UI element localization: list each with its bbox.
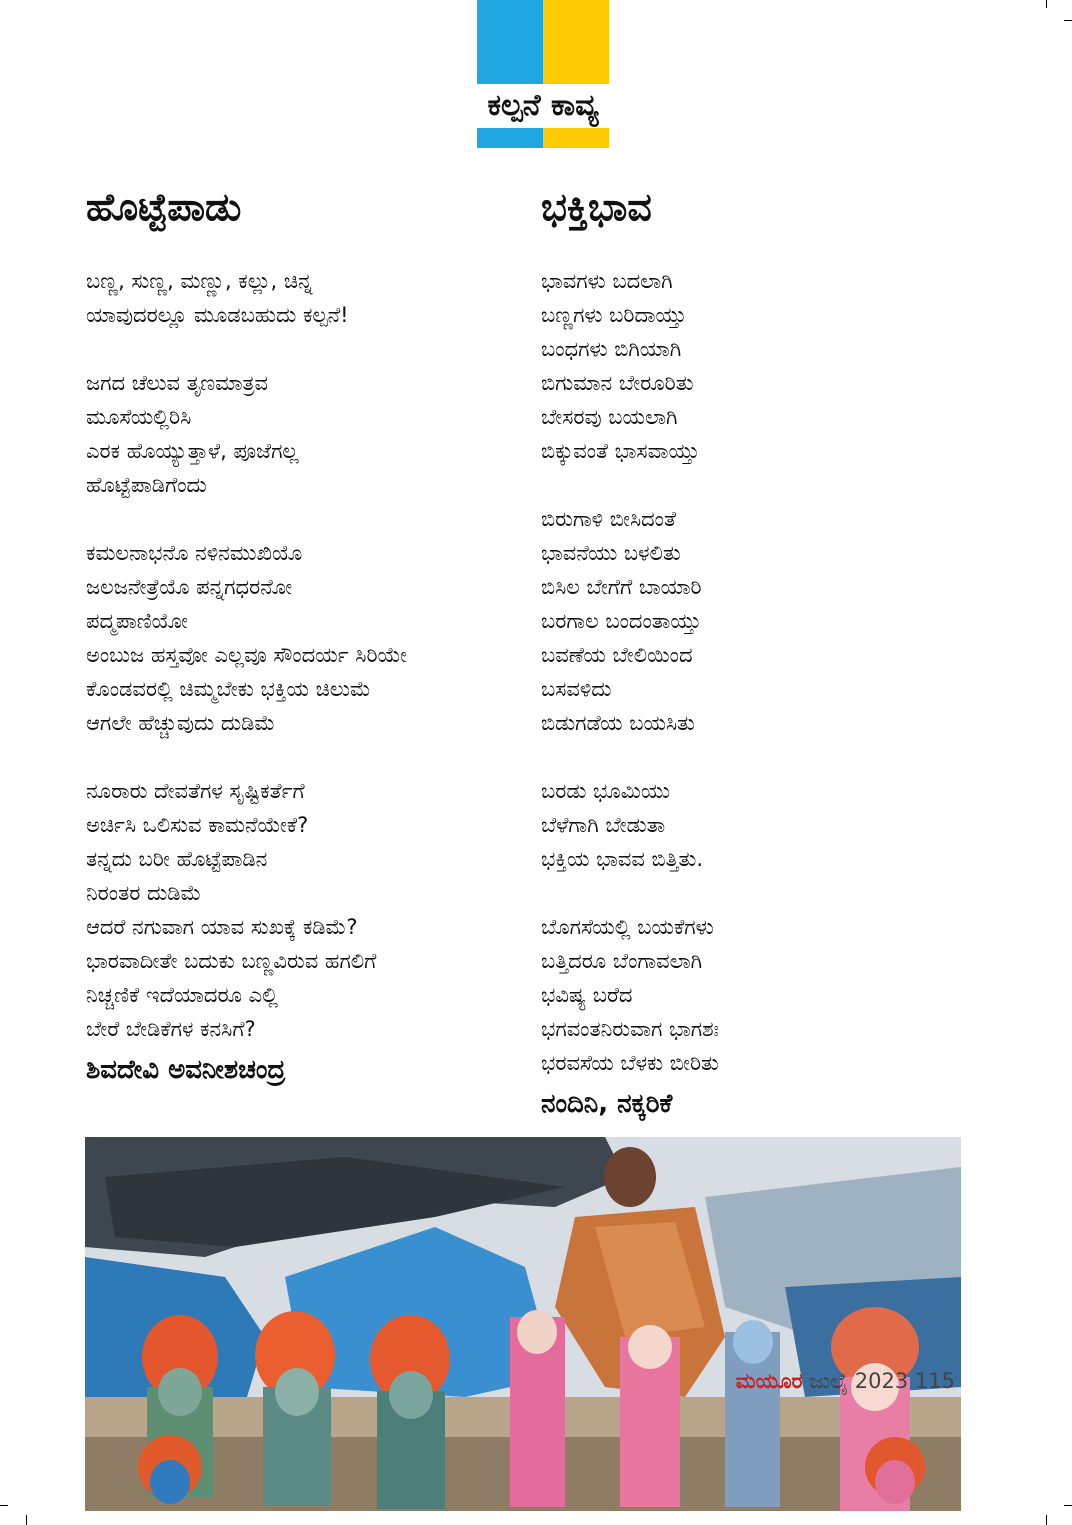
poem-line: ತನ್ನದು ಬರೀ ಹೊಟ್ಟೆಪಾಡಿನ (86, 847, 268, 871)
photo-illustration (85, 1137, 961, 1511)
poem-line: ಬತ್ತಿದರೂ ಬೆಂಗಾವಲಾಗಿ (541, 949, 703, 973)
poem-line: ಬಿರುಗಾಳಿ ಬೀಸಿದಂತೆ (541, 507, 676, 531)
poem-line: ಕೊಂಡವರಲ್ಲಿ ಚಿಮ್ಮಬೇಕು ಭಕ್ತಿಯ ಚಿಲುಮೆ (86, 677, 371, 701)
poem-line: ಬೇಸರವು ಬಯಲಾಗಿ (541, 405, 678, 429)
stanza (541, 502, 971, 740)
poem-line: ಬಂಧಗಳು ಬಿಗಿಯಾಗಿ (541, 337, 682, 361)
poem-line: ಭವಿಷ್ಯ ಬರೆದ (541, 983, 633, 1007)
poem-line: ಜಗದ ಚೆಲುವ ತೃಣಮಾತ್ರವ (86, 371, 269, 395)
poem-line: ಅರ್ಚಿಸಿ ಒಲಿಸುವ ಕಾಮನೆಯೇಕೆ? (86, 813, 309, 837)
stanza (86, 366, 516, 502)
poem-line: ಬರಗಾಲ ಬಂದಂತಾಯ್ತು (541, 609, 702, 633)
poem-title: ಹೊಟ್ಟೆಪಾಡು (86, 185, 242, 229)
poem-line: ಭಾವನೆಯು ಬಳಲಿತು (541, 541, 681, 565)
poem-line: ಬಸವಳಿದು (541, 677, 612, 701)
poem-line: ಭಾರವಾದೀತೇ ಬದುಕು ಬಣ್ಣವಿರುವ ಹಗಲಿಗೆ (86, 949, 377, 973)
poem-line: ಮೂಸೆಯಲ್ಲಿರಿಸಿ (86, 405, 192, 429)
section-logo (477, 0, 609, 150)
poem-line: ಬೆಳೆಗಾಗಿ ಬೇಡುತಾ (541, 813, 666, 837)
crop-mark-bottom-left (26, 1515, 27, 1525)
poem-title: ಭಕ್ತಿಭಾವ (541, 185, 652, 229)
stanza (541, 774, 971, 876)
poem-line: ಬಣ್ಣ, ಸುಣ್ಣ, ಮಣ್ಣು, ಕಲ್ಲು, ಚಿನ್ನ (86, 269, 313, 293)
poem-line: ನೂರಾರು ದೇವತೆಗಳ ಸೃಷ್ಟಿಕರ್ತೆಗೆ (86, 779, 305, 803)
page-number: 115 (914, 1369, 955, 1393)
poem-author: ನಂದಿನಿ, ನಕ್ಕರಿಕೆ (541, 1089, 673, 1119)
logo-blue-block (477, 0, 543, 90)
poem-line: ಯಾವುದರಲ್ಲೂ ಮೂಡಬಹುದು ಕಲ್ಪನೆ! (86, 303, 349, 327)
logo-blue-foot (477, 128, 543, 148)
poem-line: ಆಗಲೇ ಹೆಚ್ಚುವುದು ದುಡಿಮೆ (86, 711, 276, 735)
crop-mark-right-top (1064, 20, 1072, 21)
poem-line: ಬರಡು ಭೂಮಿಯು (541, 779, 671, 803)
poem-line: ನಿರಂತರ ದುಡಿಮೆ (86, 881, 202, 905)
page-footer (736, 1369, 955, 1394)
poem-line: ಕಮಲನಾಭನೊ ನಳಿನಮುಖಿಯೊ (86, 541, 303, 565)
poem-right (541, 178, 971, 1124)
stanza (86, 536, 516, 740)
poem-line: ಬಣ್ಣಗಳು ಬರಿದಾಯ್ತು (541, 303, 687, 327)
poem-line: ನಿಚ್ಚಣಿಕೆ ಇದೆಯಾದರೂ ಎಲ್ಲಿ (86, 983, 278, 1007)
poem-line: ಭಾವಗಳು ಬದಲಾಗಿ (541, 269, 673, 293)
poem-line: ಆದರೆ ನಗುವಾಗ ಯಾವ ಸುಖಕ್ಕೆ ಕಡಿಮೆ? (86, 915, 358, 939)
logo-yellow-foot (543, 128, 609, 148)
stanza (86, 774, 516, 1046)
stanza (86, 264, 516, 332)
poem-line: ಬಿಗುಮಾನ ಬೇರೂರಿತು (541, 371, 694, 395)
poem-line: ಎರಕ ಹೊಯ್ಯುತ್ತಾಳೆ, ಪೂಜೆಗಲ್ಲ (86, 439, 299, 463)
poem-line: ಪದ್ಮಪಾಣಿಯೋ (86, 609, 188, 633)
poem-line: ಹೊಟ್ಟೆಪಾಡಿಗೆಂದು (86, 473, 207, 497)
crop-mark-right-bottom (1064, 1505, 1072, 1506)
artisan-idols-photo (85, 1137, 961, 1511)
poem-line: ಭಗವಂತನಿರುವಾಗ ಭಾಗಶಃ (541, 1017, 719, 1041)
poem-line: ಬಿಕ್ಕುವಂತೆ ಭಾಸವಾಯ್ತು (541, 439, 700, 463)
poem-line: ಬವಣೆಯ ಬೇಲಿಯಿಂದ (541, 643, 693, 667)
magazine-brand: ಮಯೂರ (735, 1369, 803, 1393)
poem-line: ಬೊಗಸೆಯಲ್ಲಿ ಬಯಕೆಗಳು (541, 915, 714, 939)
poem-line: ಅಂಬುಜ ಹಸ್ತವೋ ಎಲ್ಲವೂ ಸೌಂದರ್ಯ ಸಿರಿಯೇ (86, 643, 407, 667)
section-title: ಕಲ್ಪನೆ ಕಾವ್ಯ (487, 88, 599, 123)
crop-mark-top-right (1046, 0, 1047, 8)
stanza (541, 910, 971, 1080)
poem-line: ಜಲಜನೇತ್ರೆಯೊ ಪನ್ನಗಧರನೋ (86, 575, 293, 599)
issue-date: ಜುಲೈ 2023 (809, 1369, 909, 1393)
poem-line: ಬೇರೆ ಬೇಡಿಕೆಗಳ ಕನಸಿಗೆ? (86, 1017, 256, 1041)
crop-mark-left-bottom (0, 1505, 8, 1506)
stanza (541, 264, 971, 468)
logo-yellow-block (543, 0, 609, 90)
crop-mark-bottom-right (1046, 1515, 1047, 1525)
poem-line: ಬಿಡುಗಡೆಯ ಬಯಸಿತು (541, 711, 695, 735)
poem-line: ಭರವಸೆಯ ಬೆಳಕು ಬೀರಿತು (541, 1051, 719, 1075)
poem-line: ಬಿಸಿಲ ಬೇಗೆಗೆ ಬಾಯಾರಿ (541, 575, 702, 599)
poem-author: ಶಿವದೇವಿ ಅವನೀಶಚಂದ್ರ (86, 1055, 286, 1085)
poem-left (86, 178, 516, 1090)
poem-line: ಭಕ್ತಿಯ ಭಾವವ ಬಿತ್ತಿತು. (541, 847, 704, 871)
